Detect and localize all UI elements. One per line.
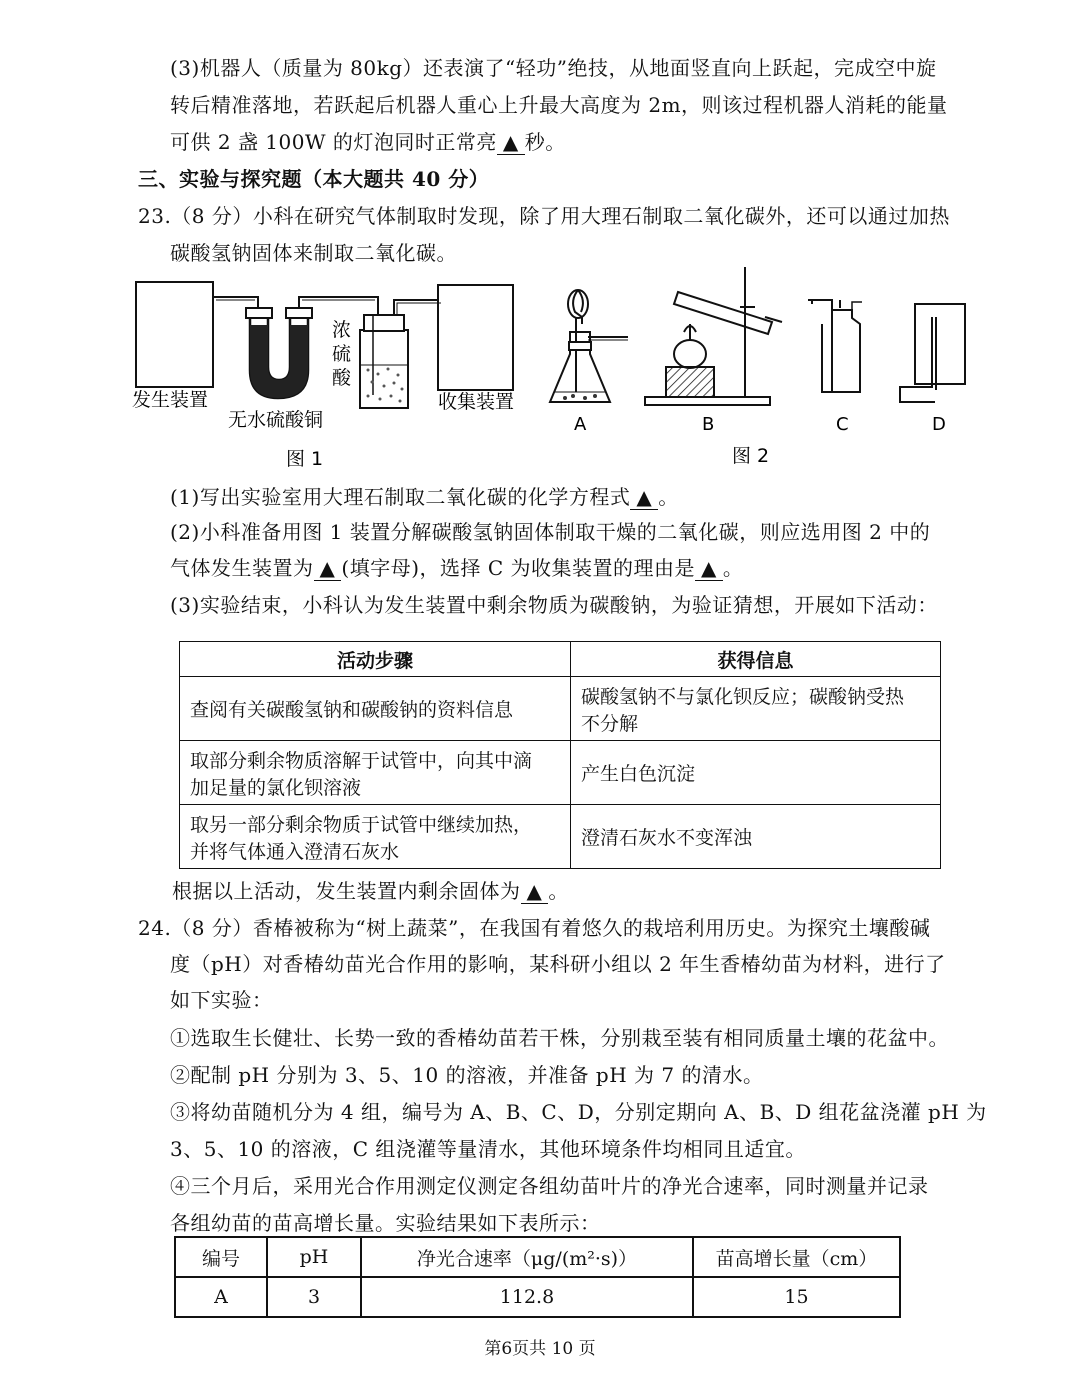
header-steps: 活动步骤	[180, 642, 571, 677]
copper-sulfate-label: 无水硫酸铜	[228, 409, 324, 431]
collector-box	[438, 285, 513, 390]
table-row	[175, 1277, 900, 1317]
generator-box	[136, 282, 213, 387]
cell-rate: 112.8	[361, 1277, 693, 1317]
answer-blank	[497, 130, 525, 155]
info-cell	[571, 805, 941, 869]
q22-3-line3-end: 秒。	[524, 130, 566, 154]
page-footer: 第6页共 10 页	[484, 1339, 596, 1359]
q24-step2: ②配制 pH 分别为 3、5、10 的溶液，并准备 pH 为 7 的清水。	[170, 1063, 764, 1087]
q23-intro-line1: 23.（8 分）小科在研究气体制取时发现，除了用大理石制取二氧化碳外，还可以通过加热	[138, 204, 950, 228]
q23-conclusion	[172, 875, 569, 904]
step-cell	[180, 805, 571, 869]
q24-line2: 度（pH）对香椿幼苗光合作用的影响，某科研小组以 2 年生香椿幼苗为材料，进行了	[170, 952, 946, 976]
figure-2	[540, 262, 975, 472]
q24-step1: ①选取生长健壮、长势一致的香椿幼苗若干株，分别栽至装有相同质量土壤的花盆中。	[170, 1026, 949, 1050]
q22-3-line3	[170, 126, 566, 155]
q23-conclusion-end: 。	[548, 879, 569, 903]
apparatus-a	[550, 290, 628, 402]
q23-part2-line1: (2)小科准备用图 1 装置分解碳酸氢钠固体制取干燥的二氧化碳，则应选用图 2 中的	[170, 520, 931, 544]
q24-step3-line2: 3、5、10 的溶液，C 组浇灌等量清水，其他环境条件均相同且适宜。	[170, 1137, 806, 1161]
blank-mark: ▲	[701, 556, 717, 580]
blank-mark: ▲	[319, 556, 336, 580]
q23-part1-end: 。	[658, 485, 679, 509]
table-row	[180, 677, 941, 741]
step-cell	[180, 677, 571, 741]
copper-sulfate-fill	[250, 325, 308, 398]
q24-step4-line2: 各组幼苗的苗高增长量。实验结果如下表所示：	[170, 1211, 601, 1235]
q23-part3: (3)实验结束，小科认为发生装置中剩余物质为碳酸钠，为验证猜想，开展如下活动：	[170, 593, 938, 617]
q23-part1-text: (1)写出实验室用大理石制取二氧化碳的化学方程式	[170, 485, 631, 509]
q23-part1	[170, 481, 679, 510]
label-c: C	[836, 414, 849, 435]
apparatus-d	[900, 304, 965, 402]
blank-mark: ▲	[526, 879, 543, 903]
blank-mark: ▲	[636, 485, 653, 509]
step-text: 加足量的氯化钡溶液	[190, 776, 362, 799]
q22-3-line2: 转后精准落地，若跃起后机器人重心上升最大高度为 2m，则该过程机器人消耗的能量	[170, 93, 948, 117]
collector-label: 收集装置	[438, 391, 515, 413]
cell-ph: 3	[267, 1277, 361, 1317]
header-growth: 苗高增长量（cm）	[693, 1237, 900, 1277]
q23-part2-text-b: (填字母)，选择 C 为收集装置的理由是	[341, 556, 696, 580]
header-rate: 净光合速率（μg/(m²·s)）	[361, 1237, 693, 1277]
q24-step3-line1: ③将幼苗随机分为 4 组，编号为 A、B、C、D，分别定期向 A、B、D 组花盆浇灌 pH 为	[170, 1100, 987, 1124]
results-table	[174, 1236, 901, 1318]
cell-id: A	[175, 1277, 267, 1317]
apparatus-c	[808, 300, 862, 392]
table-row	[180, 741, 941, 805]
label-a: A	[574, 414, 587, 435]
acid-label-2: 硫	[332, 343, 352, 365]
answer-blank	[695, 556, 723, 581]
info-text: 碳酸氢钠不与氯化钡反应；碳酸钠受热	[581, 685, 905, 708]
blank-mark: ▲	[502, 130, 519, 154]
cell-growth: 15	[693, 1277, 900, 1317]
generator-label: 发生装置	[132, 389, 209, 411]
acid-label-3: 酸	[332, 367, 352, 389]
info-cell	[571, 741, 941, 805]
answer-blank	[630, 485, 658, 510]
q23-part2-text-a: 气体发生装置为	[170, 556, 314, 580]
header-id: 编号	[175, 1237, 267, 1277]
info-text: 不分解	[581, 712, 639, 735]
section3-title: 三、实验与探究题（本大题共 40 分）	[138, 167, 490, 191]
step-text: 取另一部分剩余物质于试管中继续加热，	[190, 813, 533, 836]
info-cell	[571, 677, 941, 741]
q24-line1: 24.（8 分）香椿被称为“树上蔬菜”，在我国有着悠久的栽培利用历史。为探究土壤酸碱	[138, 916, 931, 940]
step-cell	[180, 741, 571, 805]
apparatus-b	[645, 267, 782, 405]
answer-blank	[314, 556, 342, 581]
step-text: 取部分剩余物质溶解于试管中，向其中滴	[190, 749, 533, 772]
q23-part2-end: 。	[722, 556, 744, 580]
header-ph: pH	[267, 1237, 361, 1277]
q24-step4-line1: ④三个月后，采用光合作用测定仪测定各组幼苗叶片的净光合速率，同时测量并记录	[170, 1174, 929, 1198]
label-d: D	[932, 414, 946, 435]
figure-2-caption: 图 2	[732, 445, 770, 467]
step-text: 并将气体通入澄清石灰水	[190, 840, 400, 863]
figure-1-caption: 图 1	[286, 448, 324, 470]
info-text: 澄清石灰水不变浑浊	[581, 827, 753, 849]
q24-line3: 如下实验：	[170, 988, 273, 1012]
acid-label-1: 浓	[332, 319, 352, 341]
header-info: 获得信息	[571, 642, 941, 677]
info-text: 产生白色沉淀	[581, 763, 696, 785]
q23-part2-line2	[170, 552, 743, 581]
step-text: 查阅有关碳酸氢钠和碳酸钠的资料信息	[190, 699, 514, 721]
table-row	[180, 805, 941, 869]
label-b: B	[702, 414, 715, 435]
q22-3-line3-text: 可供 2 盏 100W 的灯泡同时正常亮	[170, 130, 497, 154]
q23-intro-line2: 碳酸氢钠固体来制取二氧化碳。	[170, 241, 457, 265]
q22-3-line1: (3)机器人（质量为 80kg）还表演了“轻功”绝技，从地面竖直向上跃起，完成空中旋	[170, 56, 937, 80]
answer-blank	[521, 879, 549, 904]
activity-table	[179, 641, 941, 869]
figure-1	[128, 270, 528, 475]
q23-conclusion-text: 根据以上活动，发生装置内剩余固体为	[172, 879, 521, 903]
